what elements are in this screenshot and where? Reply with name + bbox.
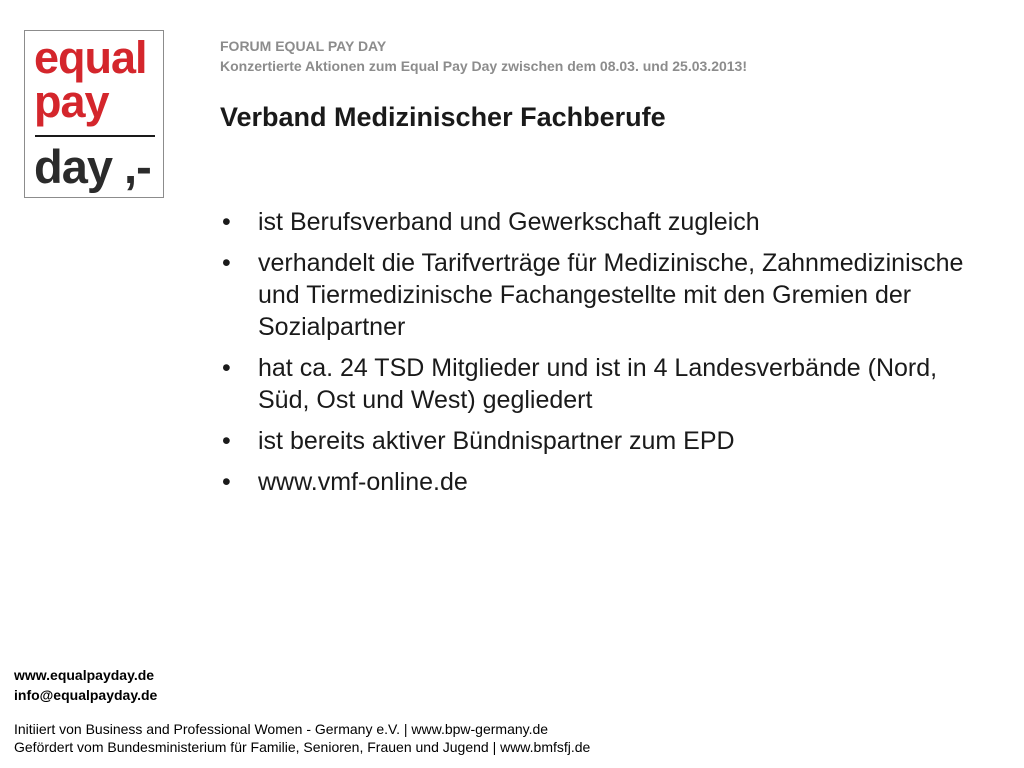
bullet-item (220, 425, 980, 457)
footer-credits (14, 720, 590, 756)
bullet-list (220, 206, 980, 507)
bullet-marker: • (222, 468, 231, 496)
logo-divider (35, 135, 155, 137)
forum-label: FORUM EQUAL PAY DAY (220, 38, 387, 54)
footer-initiated: Initiiert von Business and Professional Women - Germany e.V. | www.bpw-germany.de (14, 721, 549, 737)
equal-pay-day-logo (24, 30, 164, 198)
logo-word-equal: equal (34, 32, 147, 83)
bullet-text: hat ca. 24 TSD Mitglieder und ist in 4 Landesverbände (Nord, Süd, Ost und West) gegliedert (258, 354, 938, 414)
logo-word-day: day ,- (34, 140, 151, 193)
bullet-marker: • (222, 354, 231, 382)
bullet-item (220, 352, 980, 416)
footer-funded: Gefördert vom Bundesministerium für Familie, Senioren, Frauen und Jugend | www.bmfsfj.de (14, 739, 591, 755)
bullet-marker: • (222, 208, 231, 236)
bullet-item (220, 247, 980, 343)
bullet-item (220, 466, 980, 498)
bullet-marker: • (222, 249, 231, 277)
header-subtitle: Konzertierte Aktionen zum Equal Pay Day zwischen dem 08.03. und 25.03.2013! (220, 58, 747, 74)
logo-word-pay: pay (34, 76, 109, 127)
bullet-text: verhandelt die Tarifverträge für Medizinische, Zahnmedizinische und Tiermedizinische Fachangestellte mit den Gremien der Sozialpartner (258, 249, 964, 341)
page-title: Verband Medizinischer Fachberufe (220, 102, 666, 132)
bullet-item (220, 206, 980, 238)
footer-email: info@equalpayday.de (14, 687, 158, 703)
bullet-marker: • (222, 427, 231, 455)
footer-contact (14, 665, 157, 705)
bullet-text: ist bereits aktiver Bündnispartner zum EPD (258, 427, 735, 455)
bullet-text: ist Berufsverband und Gewerkschaft zugleich (258, 208, 760, 236)
bullet-text: www.vmf-online.de (258, 468, 468, 496)
footer-website: www.equalpayday.de (14, 667, 155, 683)
